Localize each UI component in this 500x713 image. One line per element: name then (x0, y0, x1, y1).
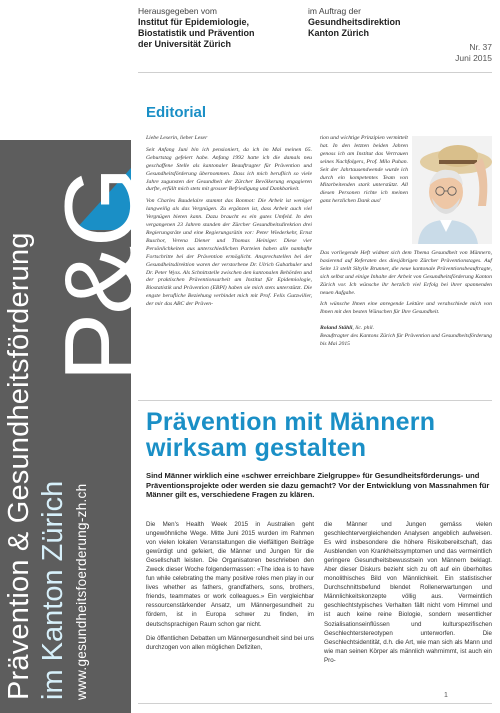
issue-info (455, 42, 492, 63)
editorial-paragraph: Ich wünsche Ihnen eine anregende Lektüre und verabschiede mich von Ihnen mit den besten Wünschen für Ihre Gesundheit. (320, 301, 492, 316)
editorial-title: Editorial (146, 104, 207, 121)
article-title-line1: Prävention mit Männern (146, 408, 436, 436)
header-divider (138, 72, 492, 73)
article-lead: Sind Männer wirklich eine «schwer erreichbare Zielgruppe» für Gesundheitsförderungs- und Präventionsprojekte oder werden sie dazu gemacht? Vor der Entwicklung von Massnahmen für Männer gilt es, verschiedene Fragen zu klären. (146, 471, 490, 500)
commissioner-label: im Auftrag der (308, 6, 361, 16)
footer-divider (138, 703, 492, 704)
page-number: 1 (444, 692, 448, 699)
commissioner-line: Kanton Zürich (308, 28, 369, 38)
sidebar (0, 0, 160, 713)
commissioner-line: Gesundheitsdirektion (308, 17, 401, 27)
publisher-line: der Universität Zürich (138, 39, 232, 49)
article-column-2 (324, 520, 492, 670)
publisher-block (138, 6, 308, 50)
header (138, 0, 500, 72)
publisher-line: Institut für Epidemiologie, (138, 17, 249, 27)
signature-name: Roland Stähli (320, 325, 353, 332)
sidebar-title-line1: Prävention & Gesundheitsförderung (3, 232, 35, 700)
editorial-paragraph: Seit Anfang Juni bin ich pensioniert, da ich im Mai meinen 65. Geburtstag gefeiert habe. Anfang 1992 hatte ich die damals neu geschaffene Stelle als kantonaler Beauftragter für Prävention und Gesundheitsförderung übernommen. Dass ich mich beruflich so viele Jahre zugunsten der Gesundheit der Zürcher Bevölkerung engagieren durfte, erfüllt mich stets mit grosser Befriedigung und Dankbarkeit. (146, 146, 312, 193)
article-column-1 (146, 520, 314, 657)
sidebar-big-logo: P&G (44, 168, 160, 382)
editorial-column-1 (146, 135, 312, 313)
editorial-paragraph: tion und wichtige Prinzipien vermittelt hat. In den letzten beiden Jahren genoss ich am Institut das Vertrauen seines Nachfolgers, Prof. Milo Puhan. Seit der Jahrtausendwende wurde ich durch ein kompetentes Team von Mitarbeitenden stark unterstützt. All diesen Personen richte ich meinen ganz herzlichen Dank aus! (320, 135, 408, 205)
article-paragraph: Die Men's Health Week 2015 in Australien geht ungewöhnliche Wege. Mitte Juni 2015 wurden im Rahmen von vielen lokalen Veranstaltungen die vielfältigen Beiträge gewürdigt und gefeiert, die Männer und Jungen für die Gesellschaft leisten. Die Organisatoren beschrieben den Zweck dieser Woche folgendermassen: «The idea is to have fun while celebrating the many positive roles men play in our lives whether as fathers, grandfathers, sons, brothers, friends, teammates or work colleagues.» Ein vergleichbar ressourcenstärkender Ansatz, um Männergesundheit zu fördern, ist in Europa schwer zu finden, im deutschsprachigen Raum schon gar nicht. (146, 521, 314, 628)
editorial-paragraph: Von Charles Baudelaire stammt das Bonmot: Die Arbeit ist weniger langweilig als das Vergnügen. Zu ergänzen ist, dass Arbeit auch viel Vergnügen bieten kann. Dazu braucht es ein gutes Umfeld. In den vergangenen 23 Jahren standen der Zürcher Gesundheitsdirektion drei Regierungsräte und eine Regierungsrätin vor: Peter Wiederkehr, Ernst Buschor, Verena Diener und Thomas Heiniger. Diese vier Persönlichkeiten aus unterschiedlichen Parteien haben alle namhafte Fortschritte bei der Prävention ermöglicht. Ansprechstellen bei der Gesundheitsdirektion waren der verstorbene Dr. Ulrich Gabathuler und Dr. Peter Wyss. Als Schnittstelle zwischen den kantonalen Behörden und der praktischen Präventionsarbeit am Institut für Epidemiologie, Biostatistik und Prävention (EBPI) haben sie mich stets unterstützt. Die engste berufliche Beziehung verbindet mich mit Prof. Felix Gutzwiller, der mir das ABC der Präven- (146, 198, 312, 308)
sidebar-url[interactable]: www.gesundheitsfoerderung-zh.ch (74, 483, 89, 700)
editorial-column-2-top (320, 135, 408, 210)
editorial-column-2 (320, 250, 492, 349)
issue-number: Nr. 37 (469, 42, 492, 52)
publisher-line: Biostatistik und Prävention (138, 28, 255, 38)
sidebar-title-line2: im Kanton Zürich (37, 480, 69, 700)
author-photo (412, 136, 492, 244)
issue-date: Juni 2015 (455, 52, 492, 63)
article-paragraph: die Männer und Jungen gemäss vielen geschlechtervergleichenden Analysen angeblich aufweisen. Es wird insbesondere die höhere Risikobereitschaft, das Ausblenden von Krankheitssymptomen und das vermeintlich geringere Gesundheitsbewusstsein von Männern beklagt. Aber dieser Diskurs bezieht sich zu oft auf ein überholtes monolithisches Bild von Männlichkeit. Ein statistischer Durchschnittsbefund blendet Rollenerwartungen und Männlichkeitskonzepte völlig aus. Vermeintlich geschlechtstypisches Verhalten fällt nicht vom Himmel und ist auch keine reine Biologie, sondern wesentlicher Sozialisationseinflüssen und kulturspezifischen Geschlechterstereotypen unterworfen. Die Geschlechtsidentität, d.h. die Art, wie man sich als Mann und wie man seinen Körper als männlich wahrnimmt, ist auch ein Pro- (324, 521, 492, 664)
article-title (146, 409, 492, 461)
editorial-salutation: Liebe Leserin, lieber Leser (146, 135, 208, 141)
sidebar-top (0, 0, 131, 140)
signature-role: Beauftragter des Kantons Zürich für Prävention und Gesundheitsförderung bis Mai 2015 (320, 333, 492, 348)
editorial-signature (320, 325, 492, 349)
article-title-line2: wirksam gestalten (146, 434, 367, 462)
section-divider (138, 400, 492, 401)
article-paragraph: Die öffentlichen Debatten um Männergesundheit sind bei uns durchzogen von allen möglichen Defiziten, (146, 634, 314, 651)
sidebar-title (2, 140, 90, 700)
commissioner-block (308, 6, 498, 39)
editorial-paragraph: Das vorliegende Heft widmet sich dem Thema Gesundheit von Männern, basierend auf Referaten des diesjährigen Zürcher Präventionstages. Auf Seite 13 stellt Sibylle Brunner, die neue kantonale Präventionsbeauftragte, sich selbst und einige Inhalte der Arbeit von Gesundheitsförderung Kanton Zürich vor. Ich wünsche ihr herzlich viel Erfolg bei ihrer spannenden neuen Aufgabe. (320, 250, 492, 296)
signature-title: , lic. phil. (352, 325, 375, 332)
publisher-label: Herausgegeben vom (138, 6, 217, 16)
